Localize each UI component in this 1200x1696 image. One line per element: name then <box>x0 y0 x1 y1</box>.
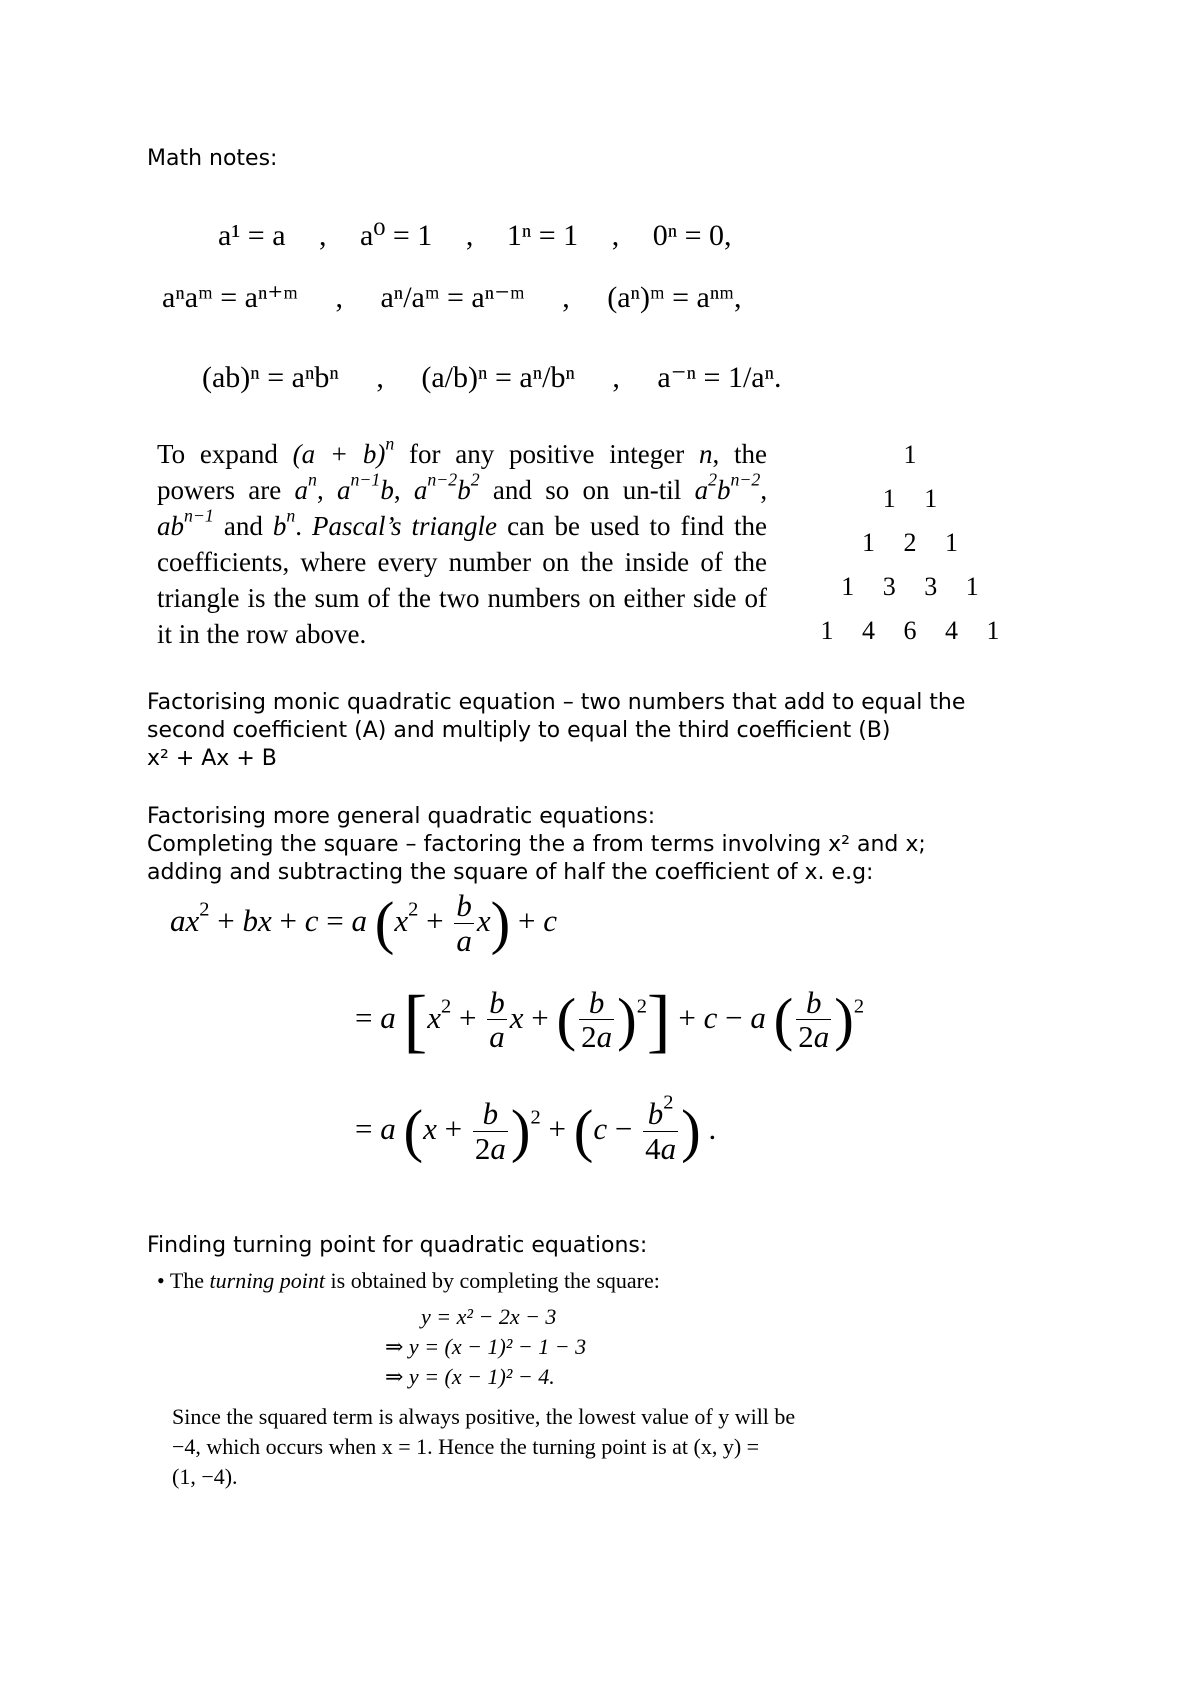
general-line-3: adding and subtracting the square of half the coefficient of x. e.g: <box>147 860 874 885</box>
turning-point-conclusion <box>172 1402 795 1492</box>
turning-eq-3: ⇒ y = (x − 1)² − 4. <box>385 1364 555 1389</box>
general-line-1: Factorising more general quadratic equations: <box>147 804 656 829</box>
turning-point-bullet: • The turning point is obtained by completing the square: <box>157 1268 660 1293</box>
monic-line-1: Factorising monic quadratic equation – two numbers that add to equal the <box>147 690 966 715</box>
monic-line-2: second coefficient (A) and multiply to equal the third coefficient (B) <box>147 718 891 743</box>
pascal-triangle <box>790 440 1030 660</box>
pascal-term: Pascal’s triangle <box>312 511 498 541</box>
rule-product: aⁿaᵐ = aⁿ⁺ᵐ <box>162 281 298 314</box>
binomial-paragraph: To expand $(a + b)^n$ for any positive integer n, the powers are $a^n$, $a^{n-1}b$, $a^{n-2}b^2$ and so on un-til $a^2b^{n-2}$, $ab^{n-1}$ and $b^n$. Pascal’s triangle can be used to find the coefficients, where every number on the inside of the triangle is the sum of the two numbers on either side of it in the row above. <box>157 433 768 649</box>
completing-square-eq-3: = a (x + $\frac{b}{2a}$ )$^2$ + (c − $\frac{b^2}{4a}$ ) . <box>355 1091 717 1166</box>
general-line-2: Completing the square – factoring the a from terms involving x² and x; <box>147 832 926 857</box>
exponent-rules-row-3: (ab)ⁿ = aⁿbⁿ , (a/b)ⁿ = aⁿ/bⁿ , a⁻ⁿ = 1/aⁿ. <box>202 361 782 394</box>
pascal-row: 1 1 <box>882 484 938 513</box>
general-section <box>147 803 926 887</box>
page-title: Math notes: <box>147 146 278 171</box>
turning-eq-2: ⇒ y = (x − 1)² − 1 − 3 <box>385 1334 587 1359</box>
rule-a0: a⁰ = 1 <box>360 219 433 252</box>
completing-square-eq-2: = a [$x^2$ + $\frac{b}{a}$ x + ( $\frac{b}{2a}$ )$^2$] + c − a ( $\frac{b}{2a}$ )$^2$ <box>355 981 865 1060</box>
pascal-row: 1 2 1 <box>862 528 958 557</box>
rule-1n: 1ⁿ = 1 <box>506 219 579 252</box>
rule-0n: 0ⁿ = 0, <box>652 219 732 252</box>
conclusion-line-3: (1, −4). <box>172 1464 238 1489</box>
completing-square-eq-1: $ax^2$ + bx + c = a ($x^2$ + $\frac{b}{a}$ x) + c <box>170 888 557 958</box>
pascal-row: 1 <box>903 440 917 469</box>
exponent-rules-row-2: aⁿaᵐ = aⁿ⁺ᵐ , aⁿ/aᵐ = aⁿ⁻ᵐ , (aⁿ)ᵐ = aⁿᵐ, <box>162 281 742 314</box>
turning-point-equations <box>385 1302 586 1392</box>
pascal-row: 1 4 6 4 1 <box>820 616 1000 645</box>
exponent-rules-row-1: a¹ = a , a⁰ = 1 , 1ⁿ = 1 , 0ⁿ = 0, <box>218 219 732 252</box>
pascal-row: 1 3 3 1 <box>841 572 979 601</box>
rule-product-power: (ab)ⁿ = aⁿbⁿ <box>202 361 339 394</box>
rule-negative-exponent: a⁻ⁿ = 1/aⁿ. <box>657 361 782 394</box>
rule-quotient: aⁿ/aᵐ = aⁿ⁻ᵐ <box>380 281 525 314</box>
conclusion-line-1: Since the squared term is always positive, the lowest value of y will be <box>172 1404 796 1429</box>
turning-point-heading: Finding turning point for quadratic equations: <box>147 1233 648 1258</box>
conclusion-line-2: −4, which occurs when x = 1. Hence the turning point is at (x, y) = <box>172 1434 760 1459</box>
rule-quotient-power: (a/b)ⁿ = aⁿ/bⁿ <box>421 361 575 394</box>
monic-line-3: x² + Ax + B <box>147 746 277 771</box>
rule-a1: a¹ = a <box>218 219 286 252</box>
monic-section <box>147 689 965 773</box>
turning-eq-1: y = x² − 2x − 3 <box>421 1304 557 1329</box>
rule-power: (aⁿ)ᵐ = aⁿᵐ, <box>607 281 742 314</box>
